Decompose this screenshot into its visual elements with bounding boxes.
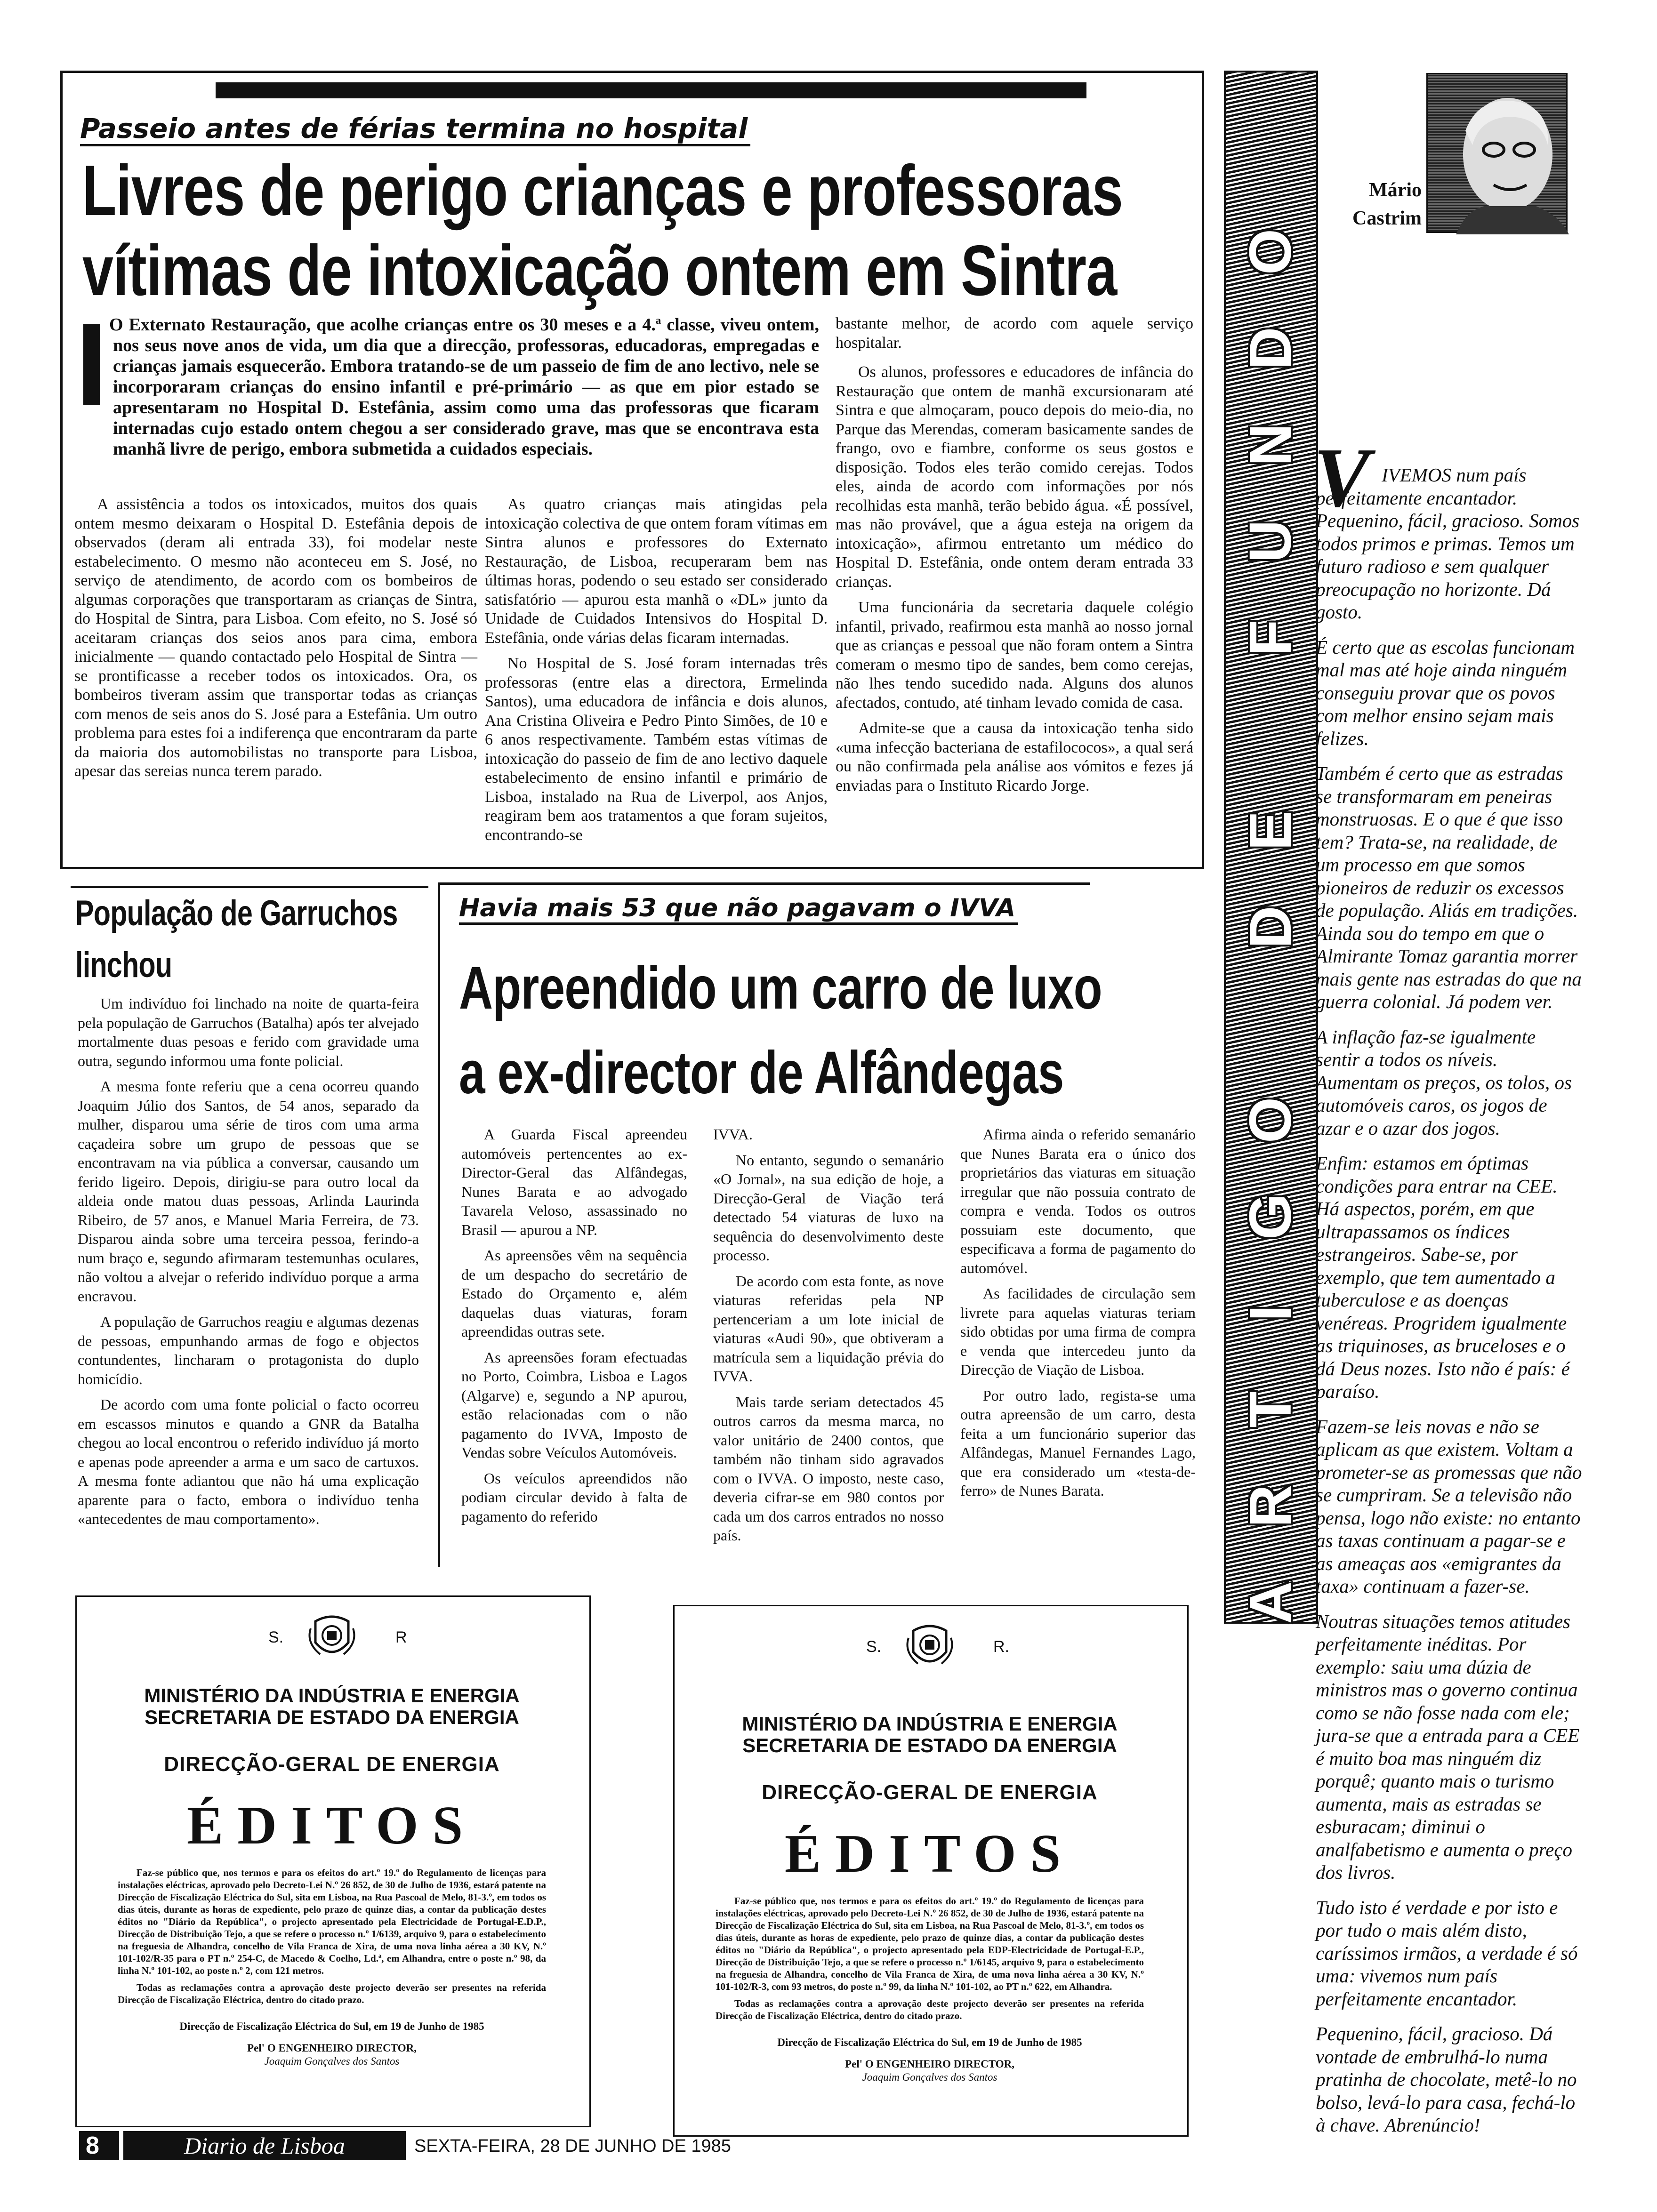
top-rule bbox=[216, 82, 1086, 98]
editorial-paragraph: Pequenino, fácil, gracioso. Dá vontade de embrulhá-lo numa pratinha de chocolate, metê-lo no bolso, levá-lo para casa, fechá-lo à chave. Abrenúncio! bbox=[1316, 2023, 1577, 2136]
ivva-col1-paragraph: Os veículos apreendidos não podiam circular devido à falta de pagamento do referido bbox=[461, 1469, 687, 1525]
editorial-paragraph: IVEMOS num país perfeitamente encantador. Pequenino, fácil, gracioso. Somos todos primos e primas. Temos um futuro radioso e sem qualquer preocupação no horizonte. Dá gosto. bbox=[1316, 464, 1580, 623]
ad-directorate: DIRECÇÃO-GERAL DE ENERGIA bbox=[762, 1781, 1098, 1804]
ad-ministry-line1: MINISTÉRIO DA INDÚSTRIA E ENERGIA bbox=[742, 1713, 1118, 1735]
footer-date: SEXTA-FEIRA, 28 DE JUNHO DE 1985 bbox=[414, 2136, 731, 2156]
author-last-name: Castrim bbox=[1352, 208, 1422, 229]
main-col3-paragraph: Uma funcionária da secretaria daquele colégio infantil, privado, reafirmou esta manhã ao nosso jornal que as crianças e pessoal que não foram ontem a Sintra comeram o mesmo tipo de sandes, bem como cerejas, não lhes tendo sucedido nada. Alguns dos alunos afectados, contudo, até tinham levado comida de casa. bbox=[836, 599, 1193, 712]
coat-of-arms-icon bbox=[306, 1610, 358, 1666]
garruchos-paragraph: A população de Garruchos reagiu e algumas dezenas de pessoas, empunhando armas de fogo e objectos contundentes, lincharam o protagonista do duplo homicídio. bbox=[78, 1313, 419, 1387]
ivva-col-3 bbox=[960, 1125, 1196, 1572]
ivva-col-1 bbox=[461, 1125, 687, 1572]
ad-signer-name: Joaquim Gonçalves dos Santos bbox=[862, 2071, 997, 2083]
ad-date: Direcção de Fiscalização Eléctrica do Sul, em 19 de Junho de 1985 bbox=[179, 2020, 484, 2032]
ad-signer-title: Pel' O ENGENHEIRO DIRECTOR, bbox=[247, 2042, 417, 2054]
section-title-letter: I bbox=[1237, 1305, 1303, 1322]
ivva-headline-line2: a ex-director de Alfândegas bbox=[459, 1039, 1064, 1106]
ivva-col-2 bbox=[713, 1125, 944, 1572]
garruchos-paragraph: Um indivíduo foi linchado na noite de quarta-feira pela população de Garruchos (Batalha) após ter alvejado mortalmente duas pesoas e ferido com gravidade uma outra, segundo informou uma fonte policial. bbox=[78, 995, 419, 1069]
main-col2-paragraph: As quatro crianças mais atingidas pela intoxicação colectiva de que ontem foram vítimas em Sintra alunos e professores do Externato Restauração, de Lisboa, recuperaram bem nas últimas horas, podendo o seu estado ser considerado satisfatório — apurou esta manhã o «DL» junto da Unidade de Cuidados Intensivos do Hospital D. Estefânia, onde várias delas ficaram internadas. bbox=[485, 496, 828, 647]
ad-body: Faz-se público que, nos termos e para os efeitos do art.º 19.º do Regulamento de licenças para instalações eléctricas, aprovado pelo Decreto-Lei N.º 26 852, de 30 de Julho de 1936, estará patente na Direcção de Fiscalização Eléctrica do Sul, sita em Lisboa, na Rua Pascoal de Melo, 81-3.º, em todos os dias úteis, durante as horas de expediente, pelo prazo de quinze dias, a contar da publicação destes éditos no "Diário da República", o projecto apresentado pela Electricidade de Portugal-E.D.P., Direcção de Distribuição Tejo, a que se refere o processo n.º 1/6139, arquivo 9, para o estabelecimento na freguesia de Alhandra, concelho de Vila Franca de Xira, de uma nova linha aérea a 30 KV, N.º 101-102/R-35 para o PT n.º 254-C, de Macedo & Coelho, Ld.ª, em Alhandra, entre o poste n.º 98, da linha N.º 101-102, ao poste n.º 2, com 121 metros. bbox=[118, 1867, 546, 1976]
section-title-letter: D bbox=[1237, 906, 1303, 949]
ad-letter-r: R. bbox=[993, 1638, 1009, 1656]
lead-paragraph: O Externato Restauração, que acolhe crianças entre os 30 meses e a 4.ª classe, viveu ontem, nos seus nove anos de vida, um dia que a direcção, professoras, educadoras, empregadas e crianças jamais esquecerão. Embora tratando-se de um passeio de fim de ano lectivo, nele se incorporaram crianças do ensino infantil e pré-primário — as que em pior estado se apresentaram no Hospital D. Estefânia, assim como uma das professoras que ficaram internadas cujo estado ontem chegou a ser considerado grave, mas que se encontrava esta manhã livre de perigo, embora submetida a cuidados especiais. bbox=[109, 315, 819, 459]
author-first-name: Mário bbox=[1369, 179, 1422, 201]
section-title-letter: R bbox=[1237, 1484, 1303, 1528]
main-col2-paragraph: No Hospital de S. José foram internadas três professoras (entre elas a directora, Ermelinda Santos), uma educadora de infância e dois alunos, Ana Cristina Oliveira e Pedro Pinto Simões, de 10 e 6 anos respectivamente. Também estas vítimas de intoxicação do passeio de fim de ano lectivo daquele estabelecimento de ensino infantil e primário de Lisboa, instalado na Rua de Liverpol, aos Anjos, reagiram bem aos tratamentos a que foram sujeitos, encontrando-se bbox=[485, 655, 828, 844]
ad-claims: Todas as reclamações contra a aprovação deste projecto deverão ser presentes na referida Direcção de Fiscalização Eléctrica, dentro do citado prazo. bbox=[716, 1998, 1144, 2021]
ad-body: Faz-se público que, nos termos e para os efeitos do art.º 19.º do Regulamento de licenças para instalações eléctricas, aprovado pelo Decreto-Lei N.º 26 852, de 30 de Julho de 1936, estará patente na Direcção de Fiscalização Eléctrica do Sul, sita em Lisboa, na Rua Pascoal de Melo, 81-3.º, em todos os dias úteis, durante as horas de expediente, pelo prazo de quinze dias, a contar da publicação destes éditos no "Diário da República", o projecto apresentado pela EDP-Electricidade de Portugal-E.P., Direcção de Distribuição Tejo, a que se refere o processo n.º 1/6145, arquivo 9, para o estabelecimento na freguesia de Alhandra, concelho de Vila Franca de Xira, de uma nova linha aérea a 30 KV, N.º 101-102/R-3, com 93 metros, do poste n.º 99, da linha N.º 101-102, ao PT n.º 622, em Alhandra. bbox=[716, 1895, 1144, 1992]
editorial-paragraph: Fazem-se leis novas e não se aplicam as que existem. Voltam a prometer-se as promessas que não se cumpriram. Se a televisão não pensa, logo não existe: no entanto as taxas continuam a pagar-se e as ameaças aos «emigrantes da taxa» continuam a fazer-se. bbox=[1316, 1415, 1582, 1597]
section-title-letter: G bbox=[1237, 1194, 1303, 1240]
ad-directorate: DIRECÇÃO-GERAL DE ENERGIA bbox=[164, 1753, 500, 1776]
author-photo bbox=[1426, 73, 1568, 233]
ivva-col1-paragraph: A Guarda Fiscal apreendeu automóveis pertencentes ao ex-Director-Geral das Alfândegas, Nunes Barata e ao advogado Tavarela Veloso, assassinado no Brasil — apurou a NP. bbox=[461, 1126, 687, 1238]
ad-ministry-line2: SECRETARIA DE ESTADO DA ENERGIA bbox=[742, 1734, 1117, 1756]
editorial-paragraph: Também é certo que as estradas se transformaram em peneiras monstruosas. E o que é que isso tem? Trata-se, na realidade, de um processo em que somos pioneiros de reduzir os excessos de população. Aliás em tradições. Ainda sou do tempo em que o Almirante Tomaz garantia morrer mais gente nas estradas do que na guerra colonial. Já podem ver. bbox=[1316, 762, 1582, 1012]
ad-signer-title: Pel' O ENGENHEIRO DIRECTOR, bbox=[845, 2058, 1014, 2070]
garruchos-paragraph: A mesma fonte referiu que a cena ocorreu quando Joaquim Júlio dos Santos, de 54 anos, separado da mulher, disparou uma série de tiros com uma arma caçadeira sobre um grupo de pessoas que se encontravam na via pública a conversar, causando um ferido ligeiro. Depois, dirigiu-se para outro local da aldeia onde matou duas pessoas, Arlinda Laurinda Ribeiro, de 57 anos, e Manuel Maria Ferreira, de 73. Disparou ainda sobre uma terceira pessoa, ferindo-a num braço e, segundo afirmaram testemunhas oculares, não voltou a alvejar o referido indivíduo porque a arma encravou. bbox=[78, 1078, 419, 1305]
section-title-letter: U bbox=[1237, 520, 1303, 563]
footer-page-number: 8 bbox=[79, 2131, 119, 2160]
main-headline-line2: vítimas de intoxicação ontem em Sintra bbox=[82, 231, 1117, 311]
main-col1-paragraph: A assistência a todos os intoxicados, muitos dos quais ontem mesmo deixaram o Hospital D. Estefânia depois de observados (deram ali entrada 33), foi modelar neste estabelecimento. O mesmo não aconteceu em S. José, no serviço de atendimento, de acordo com os bombeiros de algumas corporações que transportaram as crianças de Sintra, do Hospital de Sintra, para Lisboa. Com efeito, no S. José só aceitaram crianças dos seios anos para cima, embora inicialmente — quando contactado pelo Hospital de Sintra — se prontificasse a receber todos os intoxicados. Ora, os bombeiros tiveram assim que transportar todas as crianças com menos de seis anos do S. José para a Estefânia. Um outro problema para estes foi a indiferença que encontraram da parte da maioria dos automobilistas no transporte para Lisboa, apesar das sereias nunca terem parado. bbox=[74, 496, 477, 780]
main-col-1 bbox=[74, 495, 477, 858]
ad-editos-title: ÉDITOS bbox=[186, 1795, 477, 1856]
ivva-col1-paragraph: As apreensões vêm na sequência de um despacho do secretário de Estado do Orçamento e, além daquelas duas viaturas, foram apreendidas outras sete. bbox=[461, 1247, 687, 1340]
editorial-paragraph: A inflação faz-se igualmente sentir a todos os níveis. Aumentam os preços, os tolos, os automóveis caros, os jogos de azar e o azar dos jogos. bbox=[1316, 1026, 1572, 1139]
editorial-body bbox=[1316, 464, 1584, 2136]
main-col-2 bbox=[485, 495, 828, 860]
ivva-col3-paragraph: Por outro lado, regista-se uma outra apreensão de um carro, desta feita a um funcionário superior das Alfândegas, Manuel Fernandes Lago, que era considerado um «testa-de-ferro» de Nunes Barata. bbox=[960, 1387, 1196, 1499]
editorial-paragraph: Enfim: estamos em óptimas condições para entrar na CEE. Há aspectos, porém, em que ultrapassamos os índices estrangeiros. Sabe-se, por exemplo, que tem aumentado a tuberculose e as doenças venéreas. Progridem igualmente as triquinoses, as bruceloses e o dá Deus nozes. Isto não é país: é paraíso. bbox=[1316, 1152, 1570, 1402]
garruchos-body bbox=[78, 994, 419, 1587]
section-title-letter: O bbox=[1237, 1097, 1303, 1144]
ad-letter-r: R bbox=[395, 1628, 407, 1646]
editorial-dropcap: V bbox=[1313, 431, 1370, 524]
section-title-letter: O bbox=[1237, 229, 1303, 275]
section-title-letter: N bbox=[1237, 423, 1303, 466]
ad-claims: Todas as reclamações contra a aprovação deste projecto deverão ser presentes na referida Direcção de Fiscalização Eléctrica, dentro do citado prazo. bbox=[118, 1982, 546, 2005]
ivva-col2-paragraph: Mais tarde seriam detectados 45 outros carros da mesma marca, no valor unitário de 2400 contos, que também não tinham sido agravados com o IVVA. O imposto, neste caso, deveria cifrar-se em 980 contos por cada um dos carros entrados no nosso país. bbox=[713, 1393, 944, 1544]
editos-ad-left-content bbox=[99, 1610, 565, 2068]
editos-ad-right-content bbox=[697, 1619, 1163, 2084]
editorial-paragraph: É certo que as escolas funcionam mal mas até hoje ainda ninguém conseguiu provar que os povos com melhor ensino sejam mais felizes. bbox=[1316, 636, 1575, 749]
garruchos-top-rule bbox=[71, 886, 428, 888]
section-title-letter: F bbox=[1237, 619, 1303, 656]
ivva-col2-paragraph: No entanto, segundo o semanário «O Jornal», na sua edição de hoje, a Direcção-Geral de Viação terá detectado 54 viaturas de luxo na sequência do desenvolvimento deste processo. bbox=[713, 1151, 944, 1264]
ivva-headline-line1: Apreendido um carro de luxo bbox=[459, 954, 1102, 1022]
section-title-letter: D bbox=[1237, 327, 1303, 370]
section-title-letter: A bbox=[1237, 1581, 1303, 1624]
ivva-kicker: Havia mais 53 que não pagavam o IVVA bbox=[459, 894, 1018, 925]
ad-editos-title: ÉDITOS bbox=[784, 1824, 1075, 1884]
garruchos-paragraph: De acordo com uma fonte policial o facto ocorreu em escassos minutos e quando a GNR da Batalha chegou ao local encontrou o referido indivíduo já morto e apenas pode apreender a arma e um saco de cartuxos. A mesma fonte adiantou que não há uma explicação aparente para o facto, embora o indivíduo tenha «antecedentes de mau comportamento». bbox=[78, 1396, 419, 1527]
main-col3-paragraph: Os alunos, professores e educadores de infância do Restauração que ontem de manhã excursionaram até Sintra e que almoçaram, pouco depois do meio-dia, no Parque das Merendas, comeram basicamente sandes de frango, ovo e fiambre, conforme os seus gostos e disposição. Todos eles terão comido cerejas. Todos eles, ainda de acordo com informações por nós recolhidas esta manhã, terão bebido água. «É possível, mas não provável, que a água esteja na origem da intoxicação», afirmou entretanto um médico do Hospital D. Estefânia, onde ontem deram entrada 33 crianças. bbox=[836, 363, 1193, 591]
ivva-top-rule bbox=[438, 882, 1090, 885]
main-kicker: Passeio antes de férias termina no hospital bbox=[80, 113, 750, 146]
editorial-paragraph: Tudo isto é verdade e por isto e por tudo o mais além disto, caríssimos irmãos, a verdade é só uma: vivemos num país perfeitamente encantador. bbox=[1316, 1896, 1578, 2010]
editorial-paragraph: Noutras situações temos atitudes perfeitamente inéditas. Por exemplo: saiu uma dúzia de ministros mas o governo continua como se não fosse nada com ele; jura-se que a entrada para a CEE é muito boa mas ninguém diz porquê; quanto mais o turismo aumenta, mais as estradas se esburacam; diminui o analfabetismo e aumenta o preço dos livros. bbox=[1316, 1610, 1580, 1883]
coat-of-arms-icon bbox=[904, 1619, 956, 1675]
garruchos-headline-line1: População de Garruchos bbox=[75, 893, 398, 933]
garruchos-headline-line2: linchou bbox=[75, 945, 172, 985]
section-title-letter: E bbox=[1237, 810, 1303, 851]
author-portrait-icon bbox=[1428, 74, 1569, 234]
ivva-vertical-rule bbox=[438, 885, 440, 1567]
ad-letter-s: S. bbox=[268, 1628, 284, 1646]
main-col3-paragraph: Admite-se que a causa da intoxicação tenha sido «uma infecção bacteriana de estafilococos», a qual será ou não confirmada pela análise aos vómitos e fezes já enviadas para o Instituto Ricardo Jorge. bbox=[836, 720, 1193, 794]
ad-ministry-line2: SECRETARIA DE ESTADO DA ENERGIA bbox=[145, 1706, 519, 1728]
ad-date: Direcção de Fiscalização Eléctrica do Sul, em 19 de Junho de 1985 bbox=[777, 2036, 1082, 2048]
ivva-col3-paragraph: As facilidades de circulação sem livrete para aquelas viaturas teriam sido obtidas por uma firma de compra e venda que intercedeu junto da Direcção de Viação de Lisboa. bbox=[960, 1285, 1196, 1378]
ivva-col1-paragraph: As apreensões foram efectuadas no Porto, Coimbra, Lisboa e Lagos (Algarve) e, segundo a NP apurou, estão relacionadas com o não pagamento do IVVA, Imposto de Vendas sobre Veículos Automóveis. bbox=[461, 1348, 687, 1461]
footer-masthead: Diario de Lisboa bbox=[123, 2131, 406, 2160]
ivva-col2-paragraph: IVVA. bbox=[713, 1126, 753, 1143]
main-col-3 bbox=[836, 314, 1193, 860]
ad-letter-s: S. bbox=[866, 1638, 882, 1656]
main-headline-line1: Livres de perigo crianças e professoras bbox=[82, 151, 1123, 231]
ivva-col3-paragraph: Afirma ainda o referido semanário que Nunes Barata era o único dos proprietários das viaturas em situação irregular que não possuia contrato de compra e venda. Todos os outros possuiam este documento, que especificava a forma de pagamento do automóvel. bbox=[960, 1126, 1196, 1276]
ad-signer-name: Joaquim Gonçalves dos Santos bbox=[264, 2055, 400, 2067]
section-title-letter: T bbox=[1237, 1391, 1303, 1428]
main-col3-paragraph: bastante melhor, de acordo com aquele serviço hospitalar. bbox=[836, 315, 1193, 352]
ivva-col2-paragraph: De acordo com esta fonte, as nove viaturas referidas pela NP pertenceriam a um lote inicial de viaturas «Audi 90», que obtiveram a matrícula sem a liquidação prévia do IVVA. bbox=[713, 1272, 944, 1385]
ad-ministry-line1: MINISTÉRIO DA INDÚSTRIA E ENERGIA bbox=[144, 1684, 520, 1707]
lead-dropcap: I bbox=[75, 299, 108, 430]
